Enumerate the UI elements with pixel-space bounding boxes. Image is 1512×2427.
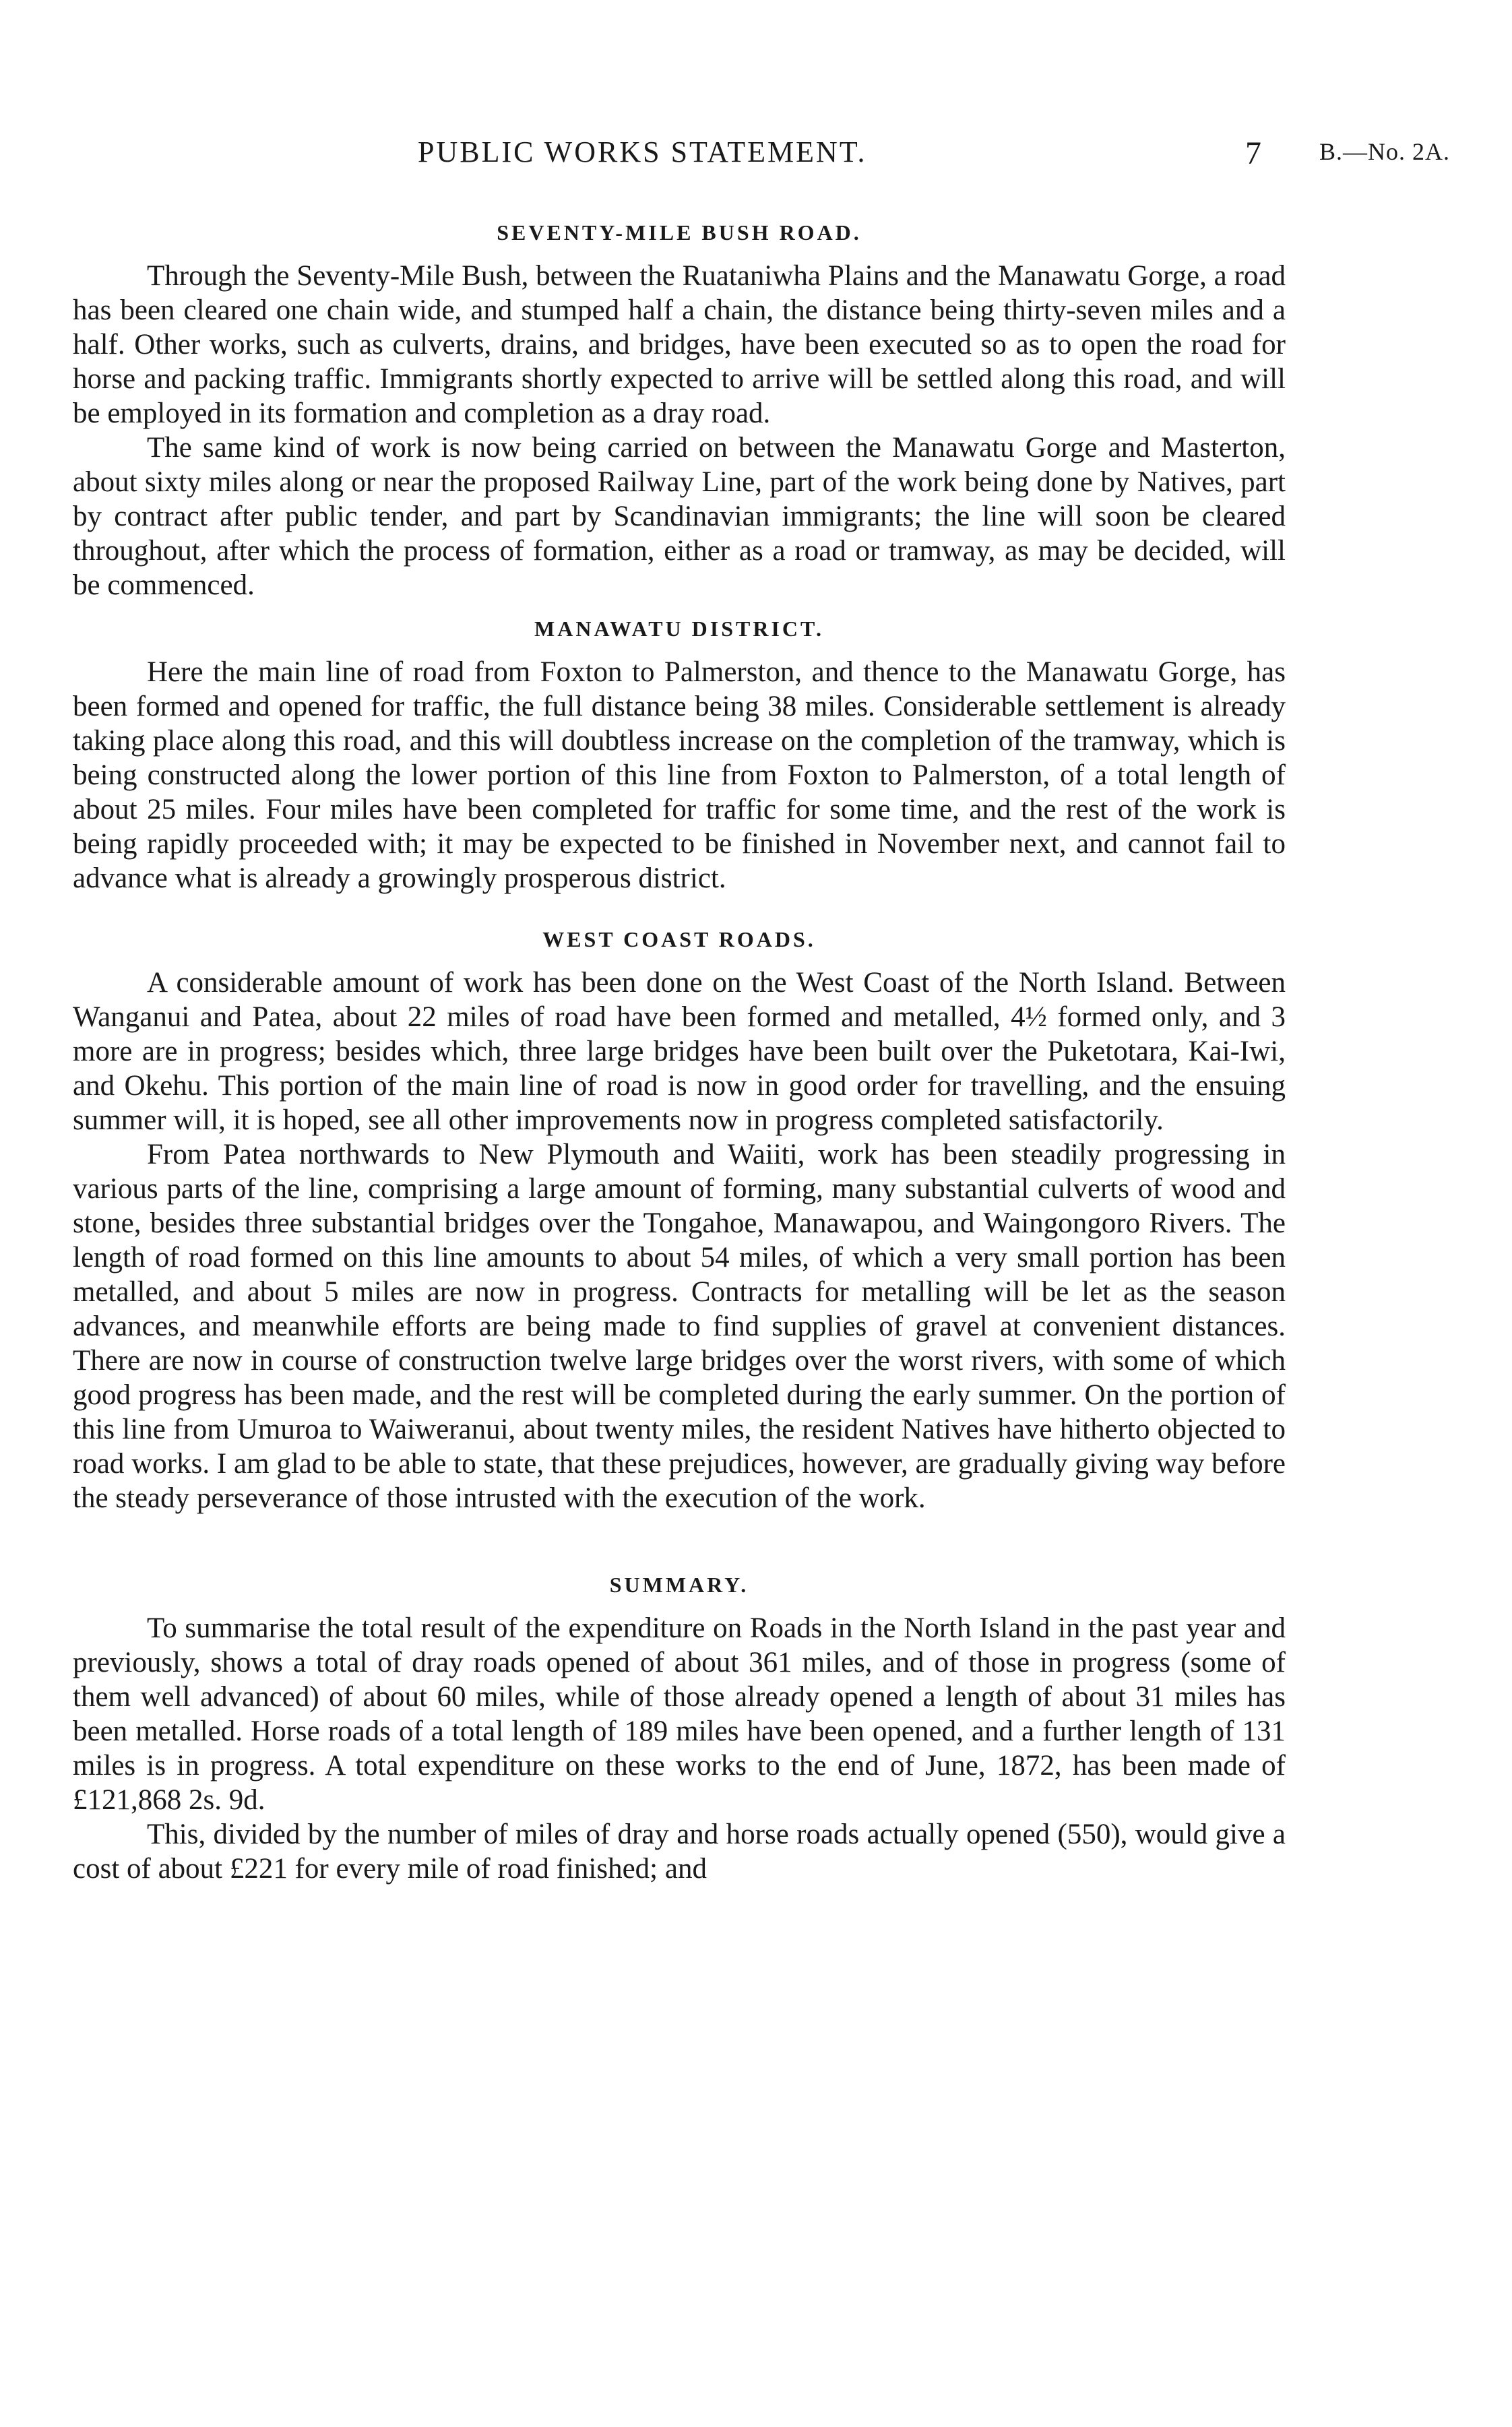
section-manawatu-district <box>73 612 1286 895</box>
section-seventy-mile-bush-road <box>73 216 1286 602</box>
section-heading: SEVENTY-MILE BUSH ROAD. <box>497 220 862 245</box>
document-reference: B.—No. 2A. <box>1319 138 1451 165</box>
page-number: 7 <box>1245 135 1261 171</box>
section-heading: MANAWATU DISTRICT. <box>534 617 824 641</box>
section-heading: WEST COAST ROADS. <box>542 927 816 951</box>
paragraph: To summarise the total result of the expenditure on Roads in the North Island in the past year and previously, shows a total of dray roads opened of about 361 miles, and of those in progress (some of them well advanced) of about 60 miles, while of those already opened a length of about 31 miles has been metalled. Horse roads of a total length of 189 miles have been opened, and a further length of 131 miles is in progress. A total expenditure on these works to the end of June, 1872, has been made of £121,868 2s. 9d. <box>73 1612 1286 1816</box>
paragraph: This, divided by the number of miles of dray and horse roads actually opened (550), would give a cost of about £221 for every mile of road finished; and <box>73 1819 1286 1885</box>
header-title: PUBLIC WORKS STATEMENT. <box>418 135 867 168</box>
section-summary <box>73 1568 1286 1886</box>
paragraph: A considerable amount of work has been done on the West Coast of the North Island. Between Wanganui and Patea, about 22 miles of road have been formed and metalled, 4½ formed only, and 3 more are in progress; besides which, three large bridges have been built over the Puketotara, Kai-Iwi, and Okehu. This portion of the main line of road is now in good order for travelling, and the ensuing summer will, it is hoped, see all other improvements now in progress completed satisfactorily. <box>73 967 1286 1136</box>
document-body <box>73 216 1286 1886</box>
paragraph: Here the main line of road from Foxton to Palmerston, and thence to the Manawatu Gorge, has been formed and opened for traffic, the full distance being 38 miles. Considerable settlement is already taking place along this road, and this will doubtless increase on the completion of the tramway, which is being constructed along the lower portion of this line from Foxton to Palmerston, of a total length of about 25 miles. Four miles have been completed for traffic for some time, and the rest of the work is being rapidly proceeded with; it may be expected to be finished in November next, and cannot fail to advance what is already a growingly prosperous district. <box>73 656 1286 894</box>
running-header <box>0 135 1512 175</box>
section-heading: SUMMARY. <box>609 1573 749 1597</box>
section-west-coast-roads <box>73 922 1286 1515</box>
paragraph: The same kind of work is now being carried on between the Manawatu Gorge and Masterton, about sixty miles along or near the proposed Railway Line, part of the work being done by Natives, part by contract after public tender, and part by Scandinavian immigrants; the line will soon be cleared throughout, after which the process of formation, either as a road or tramway, as may be decided, will be commenced. <box>73 432 1286 601</box>
paragraph: Through the Seventy-Mile Bush, between the Ruataniwha Plains and the Manawatu Gorge, a road has been cleared one chain wide, and stumped half a chain, the distance being thirty-seven miles and a half. Other works, such as culverts, drains, and bridges, have been executed so as to open the road for horse and packing traffic. Immigrants shortly expected to arrive will be settled along this road, and will be employed in its formation and completion as a dray road. <box>73 260 1286 429</box>
paragraph: From Patea northwards to New Plymouth and Waiiti, work has been steadily progressing in various parts of the line, comprising a large amount of forming, many substantial culverts of wood and stone, besides three substantial bridges over the Tongahoe, Manawapou, and Waingongoro Rivers. The length of road formed on this line amounts to about 54 miles, of which a very small portion has been metalled, and about 5 miles are now in progress. Contracts for metalling will be let as the season advances, and meanwhile efforts are being made to find supplies of gravel at convenient distances. There are now in course of construction twelve large bridges over the worst rivers, with some of which good progress has been made, and the rest will be completed during the early summer. On the portion of this line from Umuroa to Waiweranui, about twenty miles, the resident Natives have hitherto objected to road works. I am glad to be able to state, that these prejudices, however, are gradually giving way before the steady perseverance of those intrusted with the execution of the work. <box>73 1139 1286 1514</box>
